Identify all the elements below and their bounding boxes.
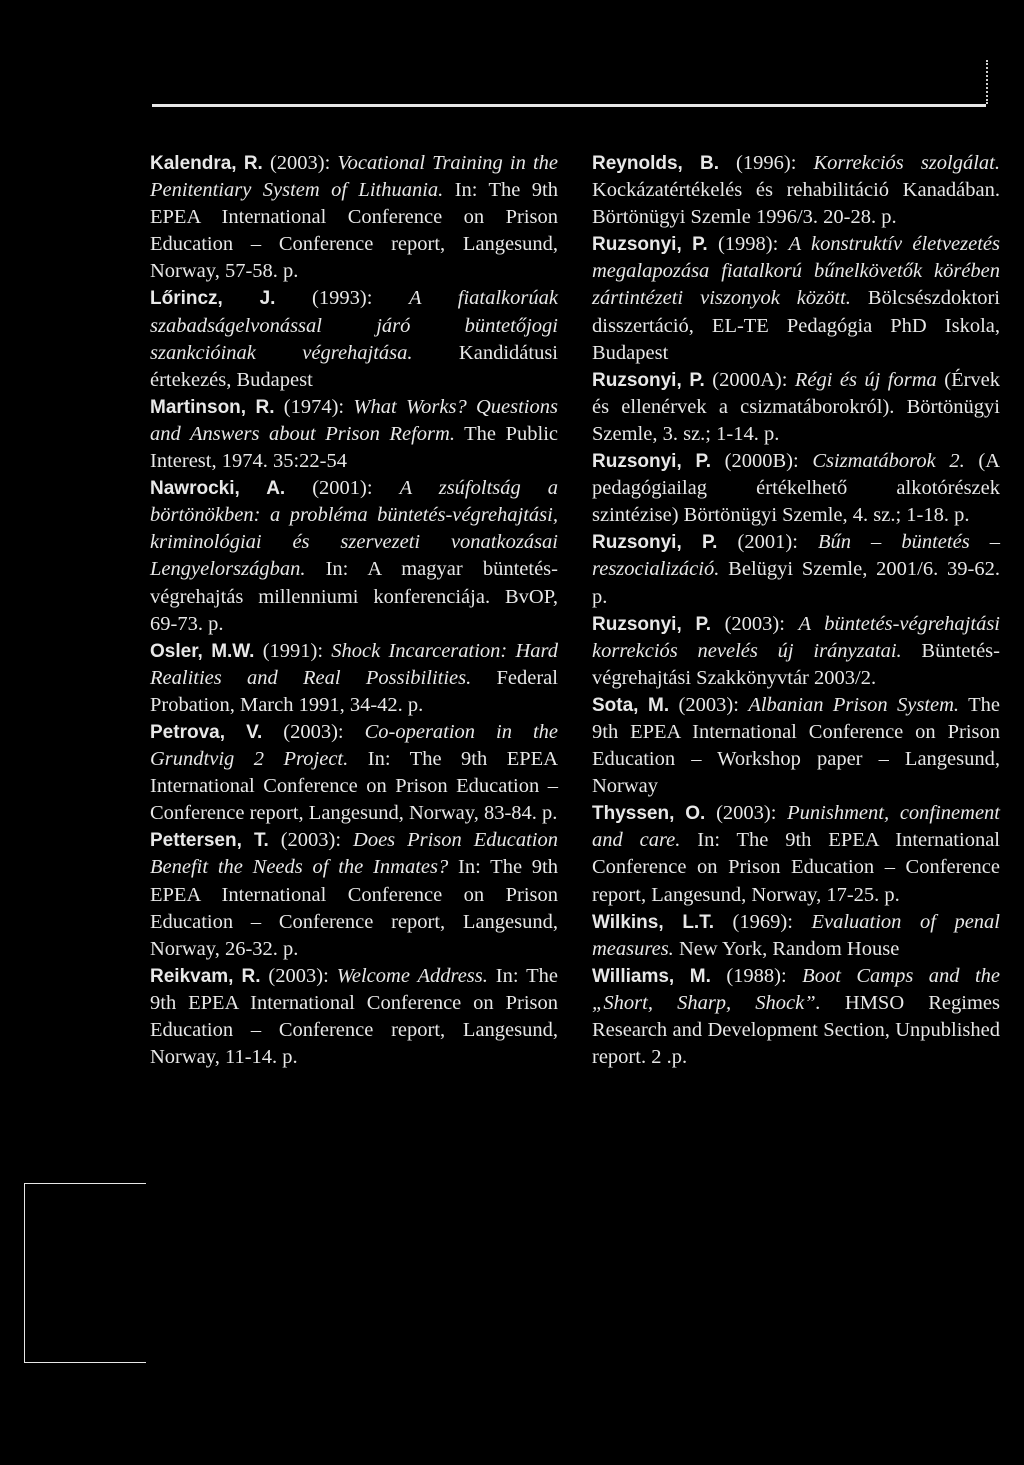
ref-title: Co-operation in the Grundtvig 2 Project. [150, 720, 558, 771]
right-column [592, 150, 1000, 1071]
ref-details: Belügyi Szemle, 2001/6. 39-62. p. [592, 558, 1000, 608]
ref-details: The 9th EPEA International Conference on Prison Education – Workshop paper – Langesund, Norway [592, 693, 1000, 798]
reference-entry [592, 231, 1000, 366]
ref-title: What Works? Questions and Answers about Prison Reform. [150, 395, 558, 445]
ref-author: Reikvam, R. [150, 965, 261, 987]
ref-year: (2003): [262, 720, 365, 743]
ref-details: In: The 9th EPEA International Conference on Prison Education – Conference report, Langesund, Norway, 17-25. p. [592, 829, 1000, 906]
ref-details: In: A magyar büntetés-végrehajtás millenniumi konferenciája. BvOP, 69-73. p. [150, 558, 558, 635]
ref-details: Büntetés-végrehajtási Szakkönyvtár 2003/2. [592, 639, 1000, 689]
ref-details: (A pedagógiailag értékelhető alkotórészek szintézise) Börtönügyi Szemle, 4. sz.; 1-18. p. [592, 450, 1000, 527]
ref-year: (2003): [262, 152, 338, 174]
ref-title: Shock Incarceration: Hard Realities and Real Possibilities. [150, 639, 558, 689]
ref-author: Reynolds, B. [592, 153, 719, 174]
reference-entry [150, 963, 558, 1071]
ref-year: (1991): [254, 639, 332, 662]
ref-details: The Public Interest, 1974. 35:22-54 [150, 422, 558, 473]
ref-details: Bölcsészdoktori disszertáció, EL-TE Pedagógia PhD Iskola, Budapest [592, 287, 1000, 364]
ref-details: In: The 9th EPEA International Conference on Prison Education – Conference report, Langesund, Norway, 57-58. p. [150, 179, 558, 283]
ref-year: (2003): [710, 612, 799, 635]
ref-title: Csizmatáborok 2. [812, 450, 965, 473]
ref-year: (1993): [275, 287, 410, 310]
ref-details: In: The 9th EPEA International Conference on Prison Education – Conference report, Langesund, Norway, 83-84. p. [150, 748, 558, 825]
ref-title: Vocational Training in the Penitentiary System of Lithuania. [150, 152, 558, 202]
reference-entry [592, 367, 1000, 448]
ref-title: Punishment, confinement and care. [592, 802, 1001, 852]
reference-entry [150, 719, 558, 827]
reference-entry [150, 394, 558, 475]
ref-details: (Érvek és ellenérvek a csizmatáborokról). Börtönügyi Szemle, 3. sz.; 1-14. p. [592, 368, 1001, 445]
ref-year: (2001): [285, 477, 400, 500]
reference-entry [592, 150, 1000, 231]
ref-details: In: The 9th EPEA International Conference on Prison Education – Conference report, Langesund, Norway, 11-14. p. [150, 964, 558, 1069]
ref-year: (1998): [707, 233, 789, 256]
ref-title: A zsúfoltság a börtönökben: a probléma büntetés-végrehajtási, kriminológiai és szervezeti vonatkozásai Lengyelországban. [150, 477, 558, 581]
ref-title: Does Prison Education Benefit the Needs of the Inmates? [150, 829, 558, 879]
ref-author: Wilkins, L.T. [592, 911, 714, 933]
ref-details: In: The 9th EPEA International Conference on Prison Education – Conference report, Langesund, Norway, 26-32. p. [150, 856, 559, 960]
ref-year: (2003): [260, 964, 337, 987]
ref-author: Petrova, V. [150, 721, 263, 743]
ref-year: (1974): [274, 395, 354, 418]
ref-author: Martinson, R. [150, 396, 275, 418]
header-rule [152, 104, 986, 107]
ref-year: (1988): [710, 964, 803, 987]
ref-author: Ruzsonyi, P. [592, 369, 705, 391]
ref-author: Kalendra, R. [150, 153, 263, 174]
ref-details: Kockázatértékelés és rehabilitáció Kanadában. Börtönügyi Szemle 1996/3. 20-28. p. [592, 179, 1000, 229]
left-column [150, 150, 558, 1071]
ref-author: Ruzsonyi, P. [592, 234, 708, 256]
reference-entry [592, 800, 1000, 908]
ref-title: Albanian Prison System. [748, 693, 960, 716]
reference-entry [150, 475, 558, 638]
ref-year: (2003): [705, 802, 788, 825]
reference-entry [592, 611, 1000, 692]
reference-entry [592, 963, 1000, 1071]
ref-author: Ruzsonyi, P. [592, 451, 712, 473]
ref-details: Kandidátusi értekezés, Budapest [150, 341, 558, 391]
reference-entry [592, 909, 1000, 963]
ref-title: Evaluation of penal measures. [592, 910, 1000, 960]
ref-author: Lőrincz, J. [150, 288, 276, 310]
ref-details: New York, Random House [673, 937, 900, 960]
reference-entry [150, 150, 558, 285]
ref-author: Osler, M.W. [150, 640, 255, 662]
ref-year: (1996): [719, 152, 814, 174]
ref-author: Nawrocki, A. [150, 478, 286, 500]
ref-author: Thyssen, O. [592, 803, 706, 825]
ref-author: Sota, M. [592, 694, 670, 716]
ref-title: A büntetés-végrehajtási korrekciós nevelés új irányzatai. [592, 612, 1000, 662]
reference-entry [150, 827, 558, 962]
ref-author: Pettersen, T. [150, 830, 269, 852]
ref-title: A konstruktív életvezetés megalapozása fiatalkorú bűnelkövetők körében zártintézeti viszonyok között. [592, 233, 1000, 310]
ref-year: (2003): [669, 693, 749, 716]
ref-title: A fiatalkorúak szabadságelvonással járó büntetőjogi szankcióinak végrehajtása. [150, 287, 558, 364]
ref-details: Federal Probation, March 1991, 34-42. p. [150, 666, 558, 716]
ref-title: Boot Camps and the „Short, Sharp, Shock”. [592, 964, 1000, 1014]
ref-author: Ruzsonyi, P. [592, 613, 711, 635]
reference-entry [150, 638, 558, 719]
reference-entry [592, 529, 1000, 610]
ref-title: Welcome Address. [336, 964, 488, 987]
ref-title: Bűn – büntetés – reszocializáció. [592, 531, 1000, 581]
corner-frame [24, 1183, 146, 1363]
ref-author: Ruzsonyi, P. [592, 532, 718, 554]
ref-year: (2000A): [704, 368, 795, 391]
reference-entry [592, 448, 1000, 529]
ref-year: (2003): [268, 829, 354, 852]
reference-entry [150, 285, 558, 393]
ref-year: (1969): [714, 910, 812, 933]
ref-title: Korrekciós szolgálat. [813, 152, 1000, 174]
ref-year: (2001): [717, 531, 818, 554]
ref-details: HMSO Regimes Research and Development Section, Unpublished report. 2 .p. [592, 991, 1001, 1069]
edge-mark [986, 60, 990, 104]
ref-year: (2000B): [711, 450, 813, 473]
ref-author: Williams, M. [592, 965, 711, 987]
ref-title: Régi és új forma [794, 368, 937, 391]
reference-entry [592, 692, 1000, 800]
